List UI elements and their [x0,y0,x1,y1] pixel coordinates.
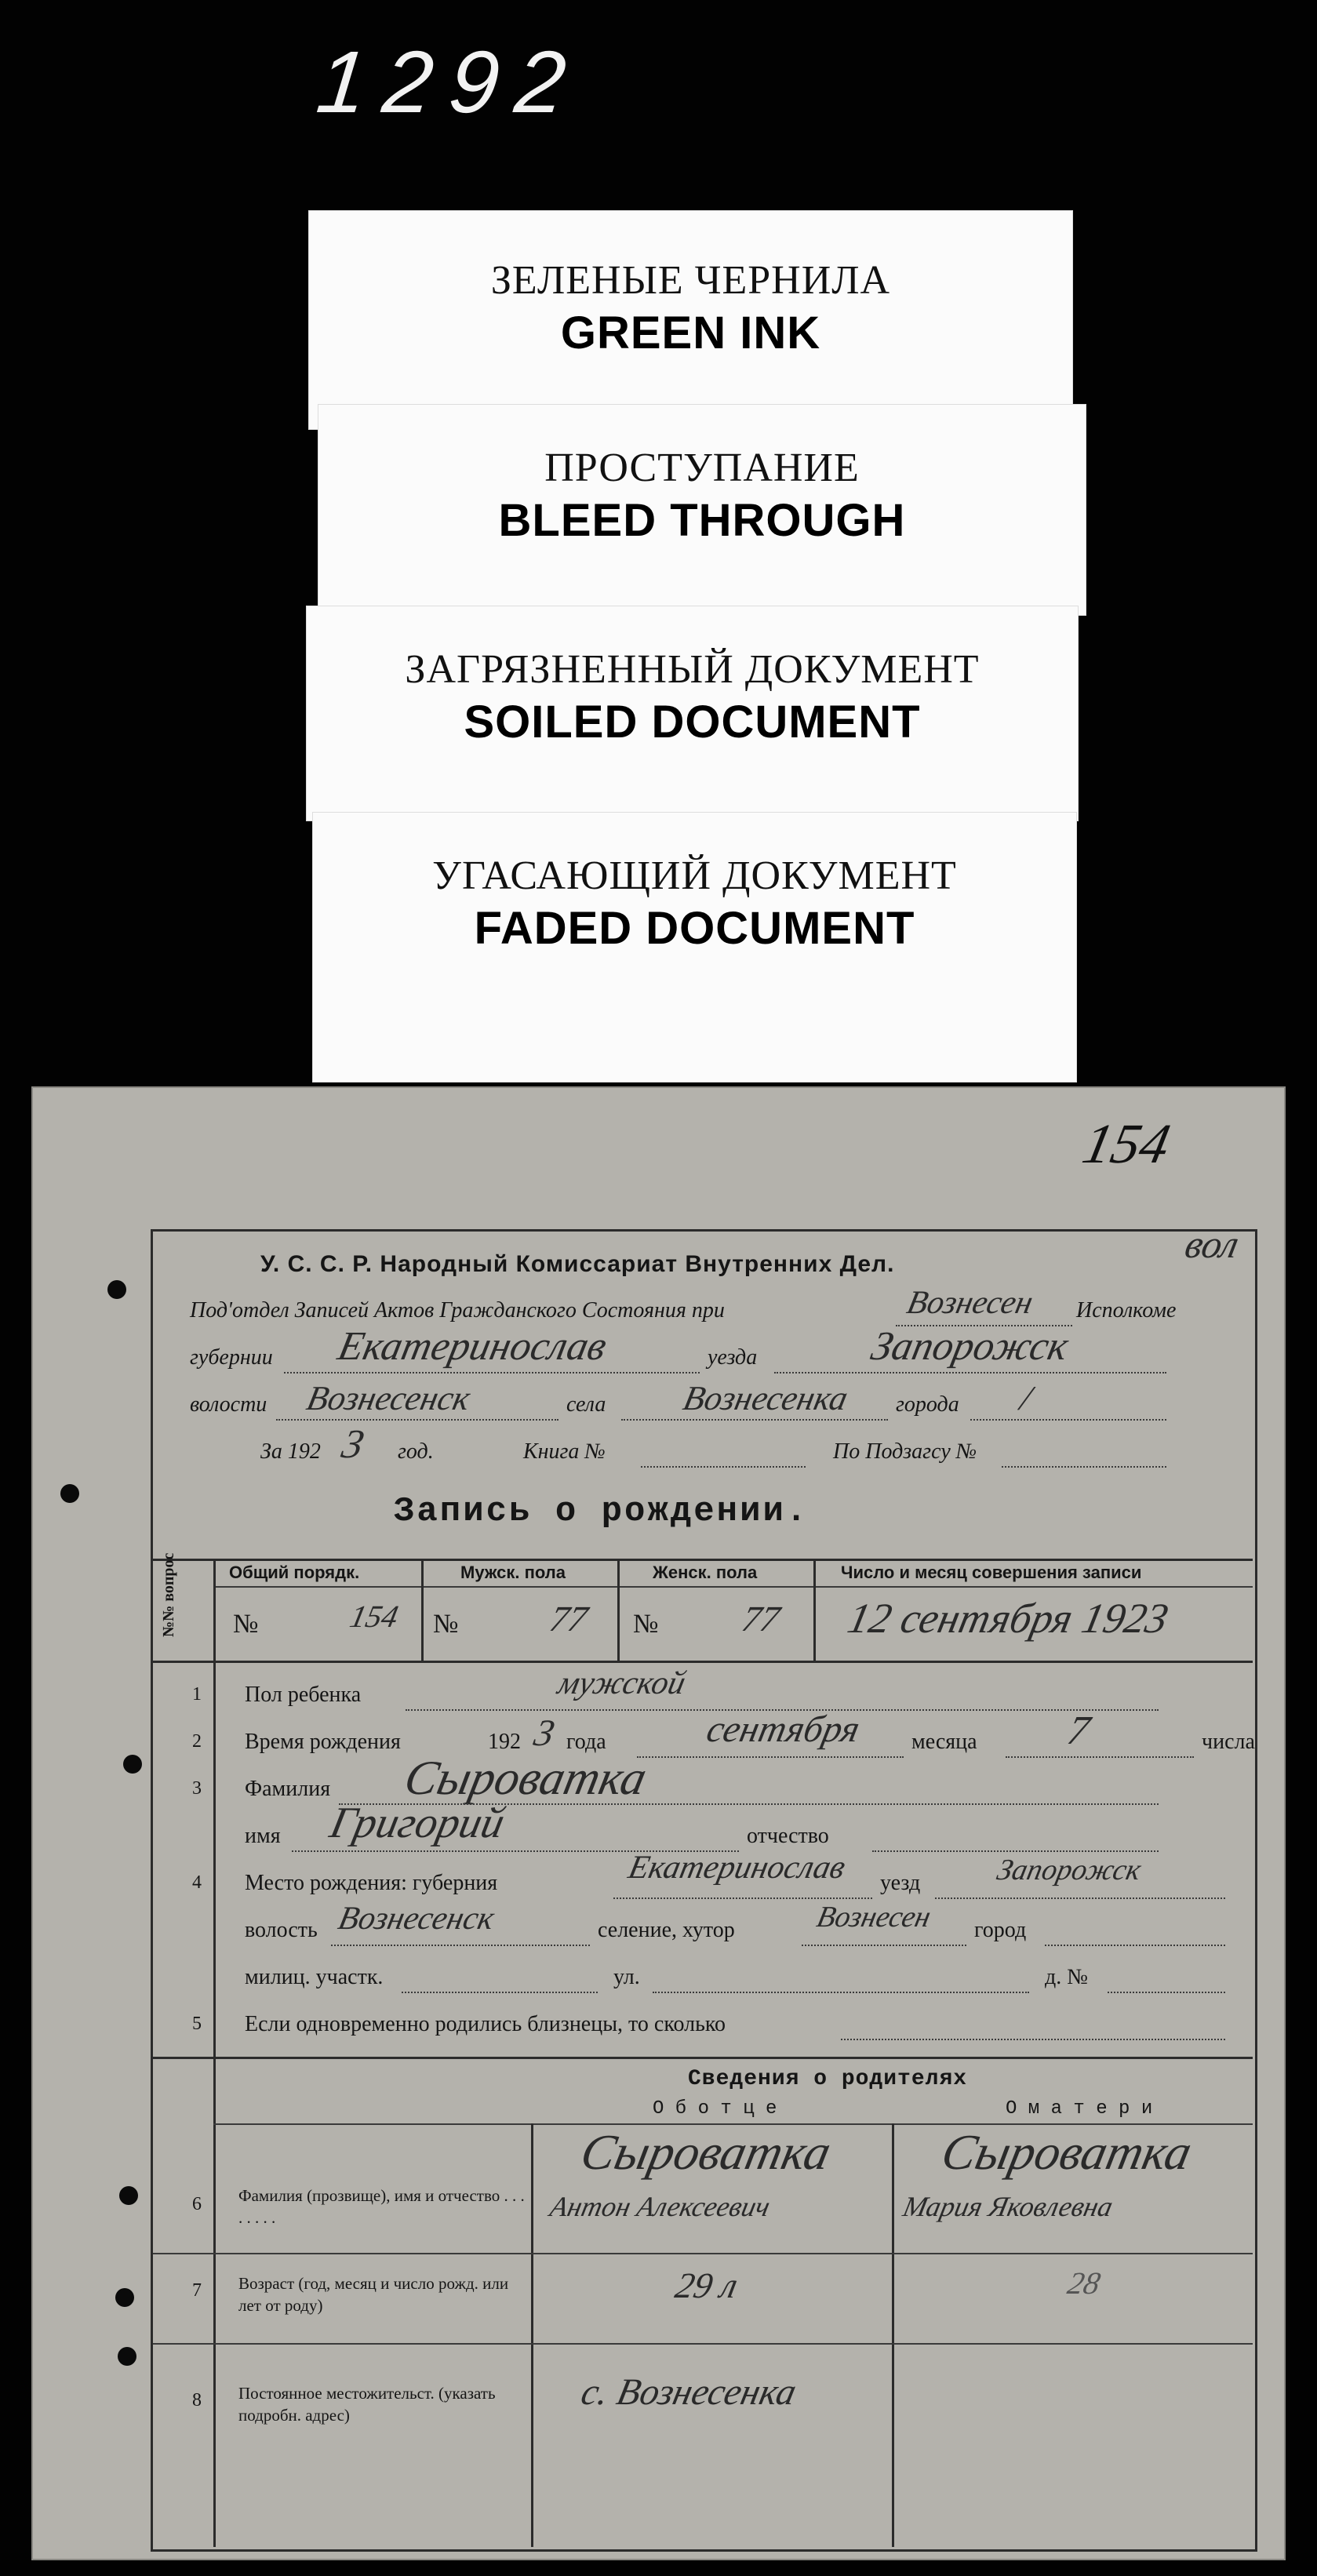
reel-number: 1292 [312,33,588,131]
row-number: 3 [192,1778,202,1799]
gubernia-label: губернии [190,1345,273,1370]
birth-year-prefix: 192 [488,1730,521,1754]
city-label: город [974,1918,1027,1942]
rule [1045,1945,1225,1946]
settlement-label: селение, хутор [598,1918,735,1942]
table-rule [617,1559,620,1661]
punch-hole [123,1755,142,1774]
rule [1108,1992,1225,1993]
volost-label: волость [245,1918,318,1942]
form-title: У. С. С. Р. Народный Комиссариат Внутренних Дел. [260,1251,895,1277]
rule [637,1756,904,1758]
executive-label: Исполкоме [1076,1298,1177,1323]
female-header: Женск. пола [653,1563,758,1582]
birth-day-value: 7 [1063,1708,1094,1753]
punch-hole [60,1484,79,1503]
volost-label: волости [190,1392,267,1417]
table-rule [892,2123,894,2547]
sex-value: мужской [555,1665,689,1701]
subdept-value: Вознесен [904,1285,1036,1321]
record-date-value: 12 сентября 1923 [843,1595,1173,1642]
row-number: 1 [192,1684,202,1705]
rule [970,1419,1166,1421]
year-label: За 192 [260,1439,321,1464]
residence-value: с. Вознесенка [577,2371,800,2413]
target-card-faded-document [312,812,1077,1082]
birthplace-gubernia-value: Екатеринослав [625,1850,849,1886]
father-surname-value: Сыроватка [576,2124,836,2180]
father-name-value: Антон Алексеевич [547,2191,773,2222]
row-number: 4 [192,1872,202,1893]
table-rule [153,2343,1253,2345]
gorod-value: / [1017,1379,1035,1417]
podzagsu-label: По Подзагсу № [833,1439,977,1464]
punch-hole [115,2288,134,2307]
birth-month-value: сентября [703,1708,864,1750]
rule [402,1992,598,1993]
year-value: 3 [337,1422,369,1467]
male-value: 77 [546,1599,591,1639]
target-card-soiled-document [306,606,1079,821]
target-card-green-ink [308,210,1073,430]
rule [641,1466,806,1468]
gorod-label: города [896,1392,959,1417]
rule [653,1992,1029,1993]
question-no-header: №№ вопрос [160,1552,177,1637]
mother-name-value: Мария Яковлевна [900,2191,1116,2222]
twins-label: Если одновременно родились близнецы, то сколько [245,2012,726,2036]
rule [1002,1466,1166,1468]
militia-label: милиц. участк. [245,1965,384,1989]
card-label-ru: ЗАГРЯЗНЕННЫЙ ДОКУМЕНТ [405,647,980,692]
row-number: 6 [192,2194,202,2214]
punch-hole [118,2347,136,2366]
rule [276,1419,558,1421]
target-card-bleed-through [318,404,1086,616]
street-label: ул. [613,1965,640,1989]
birth-year-value: 3 [530,1712,558,1754]
table-rule [153,1661,1253,1663]
volost-value: Вознесенск [303,1379,474,1417]
birth-record-document [31,1086,1286,2560]
rule [284,1372,700,1374]
corner-note: вол [1181,1222,1243,1266]
card-label-en: FADED DOCUMENT [474,903,915,954]
row-number: 7 [192,2280,202,2301]
father-age-value: 29 л [671,2265,741,2305]
mother-header: О м а т е р и [1006,2098,1153,2119]
subdept-label: Под'отдел Записей Актов Гражданского Состояния при [190,1298,725,1323]
name-label: имя [245,1824,281,1848]
table-rule [813,1559,816,1661]
gubernia-value: Екатеринослав [333,1324,611,1369]
patronymic-label: отчество [747,1824,829,1848]
selo-label: села [566,1392,606,1417]
sex-label: Пол ребенка [245,1683,362,1707]
mother-age-value: 28 [1064,2265,1104,2301]
card-label-ru: УГАСАЮЩИЙ ДОКУМЕНТ [432,853,957,898]
age-label: Возраст (год, месяц и число рожд. или лет от роду) [238,2274,509,2315]
punch-hole [119,2186,138,2205]
rule [331,1945,590,1946]
birth-time-label: Время рождения [245,1730,401,1754]
birthplace-label: Место рождения: губерния [245,1871,498,1895]
total-value: 154 [347,1599,402,1634]
total-header: Общий порядк. [229,1563,360,1582]
uezd-value: Запорожск [867,1324,1072,1369]
rule [1006,1756,1194,1758]
mother-surname-value: Сыроватка [937,2124,1197,2180]
male-header: Мужск. пола [460,1563,566,1582]
table-rule [421,1559,424,1661]
uezd-label: уезда [708,1345,758,1370]
surname-value: Сыроватка [399,1752,652,1805]
book-label: Книга № [523,1439,606,1464]
page-number: 154 [1077,1112,1176,1175]
punch-hole [107,1280,126,1299]
row-number: 8 [192,2390,202,2410]
total-no: № [233,1610,259,1639]
table-rule [153,1559,1253,1561]
rule [935,1897,1225,1899]
fio-label: Фамилия (прозвище), имя и отчество . . . . . . . . [238,2186,525,2227]
day-word: числа [1202,1730,1255,1754]
rule [613,1897,872,1899]
volost-value: Вознесенск [335,1901,498,1937]
record-title: Запись о рождении. [394,1492,809,1531]
month-word: месяца [911,1730,977,1754]
male-no: № [433,1610,459,1639]
card-label-ru: ЗЕЛЕНЫЕ ЧЕРНИЛА [490,258,891,303]
father-header: О б о т ц е [653,2098,777,2119]
surname-label: Фамилия [245,1777,331,1801]
rule [774,1372,1166,1374]
date-header: Число и месяц совершения записи [841,1563,1142,1582]
rule [841,2039,1225,2040]
year-word: года [566,1730,606,1754]
birthplace-uezd-label: уезд [880,1871,921,1895]
name-value: Григорий [326,1799,509,1847]
parents-title: Сведения о родителях [688,2067,968,2091]
house-label: д. № [1045,1965,1088,1989]
card-label-en: BLEED THROUGH [498,495,906,546]
female-value: 77 [738,1599,784,1639]
rule [802,1945,966,1946]
table-rule [213,1559,216,2547]
card-label-en: SOILED DOCUMENT [464,697,921,748]
female-no: № [633,1610,659,1639]
table-rule [213,1586,1253,1588]
year-suffix: год. [398,1439,434,1464]
table-rule [153,2253,1253,2254]
rule [872,1850,1159,1852]
card-label-en: GREEN INK [560,307,821,358]
selo-value: Вознесенка [679,1379,852,1417]
table-rule [153,2057,1253,2059]
row-number: 2 [192,1731,202,1752]
row-number: 5 [192,2014,202,2034]
residence-label: Постоянное местожительст. (указать подробн. адрес) [238,2384,496,2425]
table-rule [531,2123,533,2547]
card-label-ru: ПРОСТУПАНИЕ [544,446,860,490]
settlement-value: Вознесен [813,1901,934,1934]
rule [621,1419,888,1421]
birthplace-uezd-value: Запорожск [994,1854,1144,1887]
